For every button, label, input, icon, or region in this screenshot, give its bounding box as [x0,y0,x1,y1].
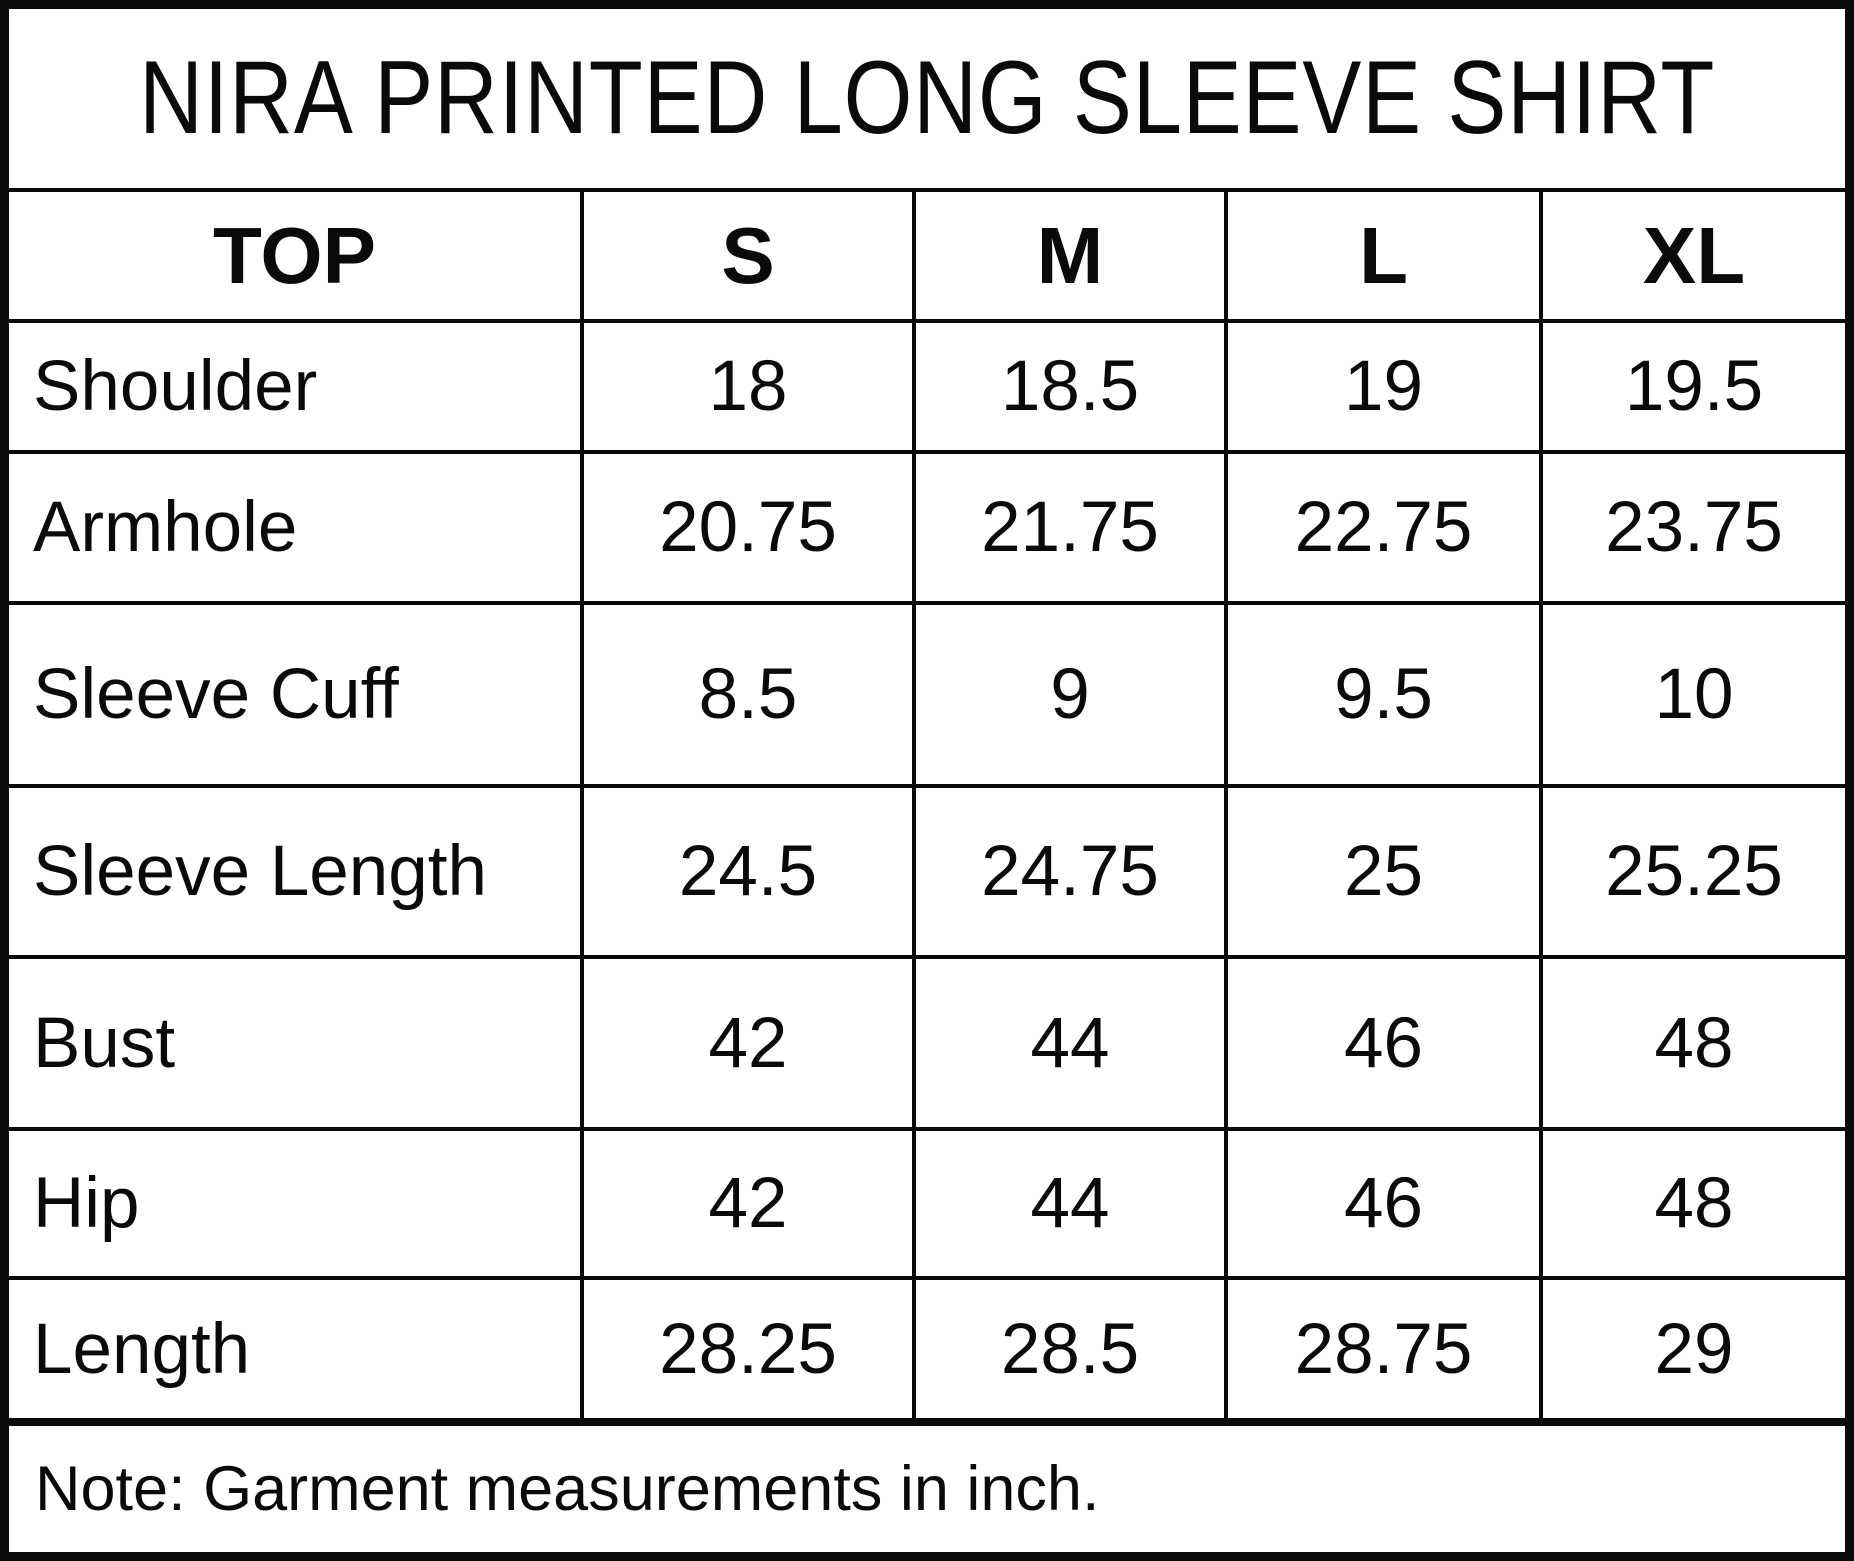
measurement-value-cell: 9.5 [1228,605,1539,784]
measurement-value-cell: 46 [1228,959,1539,1127]
row-label-hip: Hip [9,1131,580,1276]
measurement-value-cell: 18 [584,323,912,450]
note-text: Note: Garment measurements in inch. [9,1422,1845,1552]
measurement-value-cell: 18.5 [916,323,1224,450]
measurement-value-cell: 9 [916,605,1224,784]
size-chart-title-row [9,9,1845,188]
row-label-sleeve-length: Sleeve Length [9,788,580,955]
measurement-value-cell: 25.25 [1543,788,1845,955]
measurement-value-cell: 29 [1543,1280,1845,1418]
header-cell-size-m: M [916,192,1224,319]
measurement-value-cell: 22.75 [1228,454,1539,601]
header-cell-top: TOP [9,192,580,319]
measurement-value-cell: 48 [1543,959,1845,1127]
measurement-value-cell: 24.75 [916,788,1224,955]
measurement-value-cell: 19.5 [1543,323,1845,450]
measurement-value-cell: 44 [916,959,1224,1127]
measurement-value-cell: 8.5 [584,605,912,784]
measurement-value-cell: 10 [1543,605,1845,784]
measurement-value-cell: 44 [916,1131,1224,1276]
measurement-value-cell: 42 [584,959,912,1127]
measurement-value-cell: 28.5 [916,1280,1224,1418]
measurement-value-cell: 21.75 [916,454,1224,601]
header-cell-size-xl: XL [1543,192,1845,319]
measurement-value-cell: 19 [1228,323,1539,450]
measurement-value-cell: 20.75 [584,454,912,601]
measurement-value-cell: 25 [1228,788,1539,955]
row-label-bust: Bust [9,959,580,1127]
measurement-value-cell: 28.75 [1228,1280,1539,1418]
row-label-armhole: Armhole [9,454,580,601]
measurement-value-cell: 24.5 [584,788,912,955]
row-label-shoulder: Shoulder [9,323,580,450]
row-label-length: Length [9,1280,580,1418]
measurement-value-cell: 28.25 [584,1280,912,1418]
measurement-value-cell: 46 [1228,1131,1539,1276]
measurement-value-cell: 42 [584,1131,912,1276]
measurement-value-cell: 48 [1543,1131,1845,1276]
measurement-value-cell: 23.75 [1543,454,1845,601]
size-chart-title: NIRA PRINTED LONG SLEEVE SHIRT [138,40,1716,156]
header-cell-size-l: L [1228,192,1539,319]
row-label-sleeve-cuff: Sleeve Cuff [9,605,580,784]
header-cell-size-s: S [584,192,912,319]
